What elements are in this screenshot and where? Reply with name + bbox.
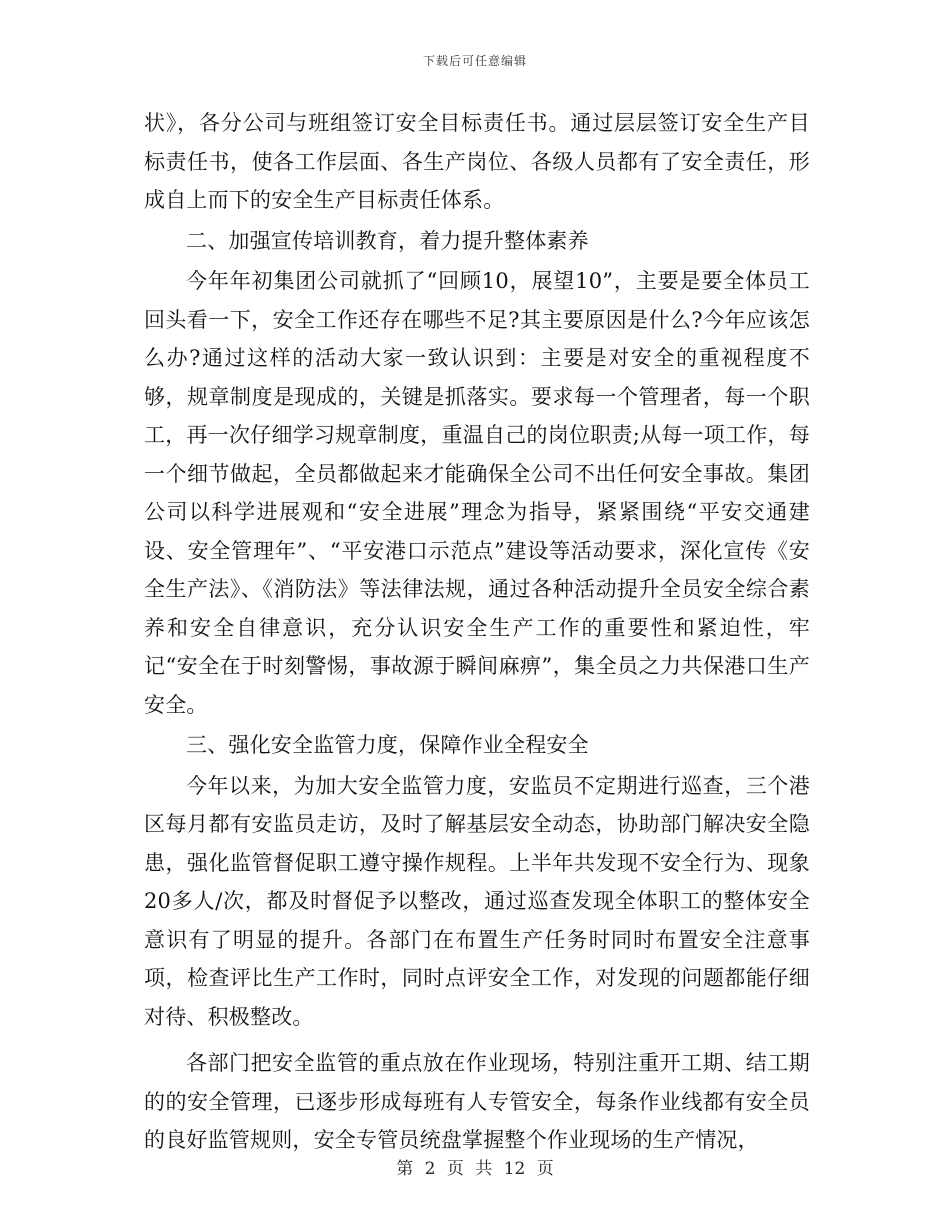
paragraph-supervision-inspection: 今年以来，为加大安全监管力度，安监员不定期进行巡查，三个港区每月都有安监员走访，及时了解基层安全动态，协助部门解决安全隐患，强化监管督促职工遵守操作规程。上半年共发现不安全行为、现象20多人/次，都及时督促予以整改，通过巡查发现全体职工的整体安全意识有了明显的提升。各部门在布置生产任务时同时布置安全注意事项，检查评比生产工作时，同时点评安全工作，对发现的问题都能仔细对待、积极整改。: [144, 773, 810, 1029]
section-heading-training: 二、加强宣传培训教育，着力提升整体素养: [186, 228, 589, 253]
document-body: [144, 104, 810, 1160]
paragraph-target-responsibility: 状》，各分公司与班组签订安全目标责任书。通过层层签订安全生产目标责任书，使各工作层面、各生产岗位、各级人员都有了安全责任，形成自上而下的安全生产目标责任体系。: [144, 111, 810, 212]
paragraph-training-education: 今年年初集团公司就抓了“回顾10，展望10”，主要是要全体员工回头看一下，安全工作还存在哪些不足?其主要原因是什么?今年应该怎么办?通过这样的活动大家一致认识到：主要是对安全的重视程度不够，规章制度是现成的，关键是抓落实。要求每一个管理者，每一个职工，再一次仔细学习规章制度，重温自己的岗位职责;从每一项工作，每一个细节做起，全员都做起来才能确保全公司不出任何安全事故。集团公司以科学进展观和“安全进展”理念为指导，紧紧围绕“平安交通建设、安全管理年”、“平安港口示范点”建设等活动要求，深化宣传《安全生产法》、《消防法》等法律法规，通过各种活动提升全员安全综合素养和安全自律意识，充分认识安全生产工作的重要性和紧迫性，牢记“安全在于时刻警惕，事故源于瞬间麻痹”，集全员之力共保港口生产安全。: [144, 269, 810, 717]
paragraph-onsite-supervision: 各部门把安全监管的重点放在作业现场，特别注重开工期、结工期的的安全管理，已逐步形成每班有人专管安全，每条作业线都有安全员的良好监管规则，安全专管员统盘掌握整个作业现场的生产情况，: [144, 1051, 810, 1152]
page-number-footer: 第 2 页 共 12 页: [396, 1159, 554, 1179]
page-header-note: 下载后可任意编辑: [422, 54, 527, 68]
section-heading-supervision: 三、强化安全监管力度，保障作业全程安全: [186, 733, 589, 757]
